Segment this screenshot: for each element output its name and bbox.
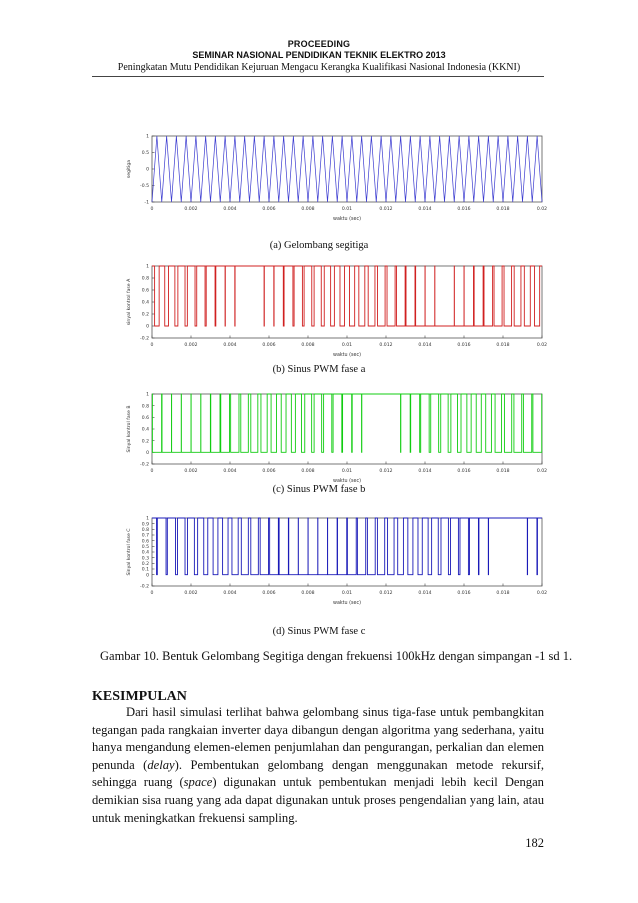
plot-spwm-phase-a [118,258,550,360]
x-tick-label: 0.008 [301,469,315,474]
x-tick-label: 0 [150,343,154,348]
y-tick-label: -0.2 [140,336,149,342]
x-tick-label: 0.004 [223,469,237,474]
y-tick-label: 0.7 [141,533,149,539]
header-rule [92,76,544,77]
x-tick-label: 0.014 [418,591,432,596]
x-tick-label: 0.008 [301,207,315,212]
y-tick-label: 0.1 [141,567,149,573]
y-axis-label: segitiga [127,159,132,179]
x-axis-label: waktu (sec) [333,479,361,484]
y-tick-label: 0.8 [141,276,149,282]
y-tick-label: -0.5 [140,184,149,190]
y-axis-label: sinyal kontrol fase A [127,278,132,326]
y-tick-label: 0.5 [141,151,149,157]
x-axis-label: waktu (sec) [333,601,361,606]
header-seminar-title: SEMINAR NASIONAL PENDIDIKAN TEKNIK ELEKTRO 2013 [192,50,446,60]
term-space: space [183,775,213,790]
y-tick-label: 0 [146,450,149,456]
y-tick-label: 0.5 [141,544,149,550]
x-tick-label: 0.018 [496,469,510,474]
y-tick-label: 0.6 [141,288,149,294]
x-axis-label: waktu (sec) [333,353,361,358]
y-tick-label: 0.8 [141,527,149,533]
x-tick-label: 0.006 [262,469,276,474]
y-tick-label: 0 [146,167,149,173]
y-tick-label: 1 [146,134,149,140]
x-tick-label: 0.002 [184,591,198,596]
y-tick-label: 0.2 [141,561,149,567]
y-tick-label: 0.6 [141,539,149,545]
x-tick-label: 0 [150,591,154,596]
subcaption-d: (d) Sinus PWM fase c [272,626,366,637]
x-tick-label: 0 [150,469,154,474]
x-tick-label: 0.01 [341,207,353,212]
x-tick-label: 0.016 [457,591,471,596]
x-tick-label: 0.012 [379,591,393,596]
x-tick-label: 0.006 [262,207,276,212]
x-tick-label: 0.01 [341,469,353,474]
x-tick-label: 0 [150,207,154,212]
x-tick-label: 0.02 [536,343,548,348]
x-tick-label: 0.002 [184,469,198,474]
section-title: KESIMPULAN [92,689,187,704]
subcaption-c: (c) Sinus PWM fase b [272,484,366,495]
y-tick-label: 0.9 [141,522,149,528]
y-tick-label: -1 [144,200,149,206]
y-tick-label: 0.2 [141,312,149,318]
x-tick-label: 0.018 [496,591,510,596]
x-tick-label: 0.006 [262,343,276,348]
figure-caption: Gambar 10. Bentuk Gelombang Segitiga dengan frekuensi 100kHz dengan simpangan -1 sd 1. [100,649,573,663]
x-tick-label: 0.004 [223,343,237,348]
x-tick-label: 0.012 [379,207,393,212]
y-tick-label: 0.4 [141,550,149,556]
y-axis-label: Sinyal kontrol fase C [127,528,132,576]
x-tick-label: 0.008 [301,343,315,348]
y-tick-label: 0.4 [141,300,149,306]
para-text-2: ). Pembentukan gelombang dengan menggunakan metode rekursif, sehingga ruang ( [92,757,544,790]
page-number: 182 [525,836,544,850]
x-axis-label: waktu (sec) [333,217,361,222]
x-tick-label: 0.014 [418,207,432,212]
x-tick-label: 0.016 [457,207,471,212]
y-tick-label: 0.8 [141,404,149,410]
x-tick-label: 0.004 [223,591,237,596]
y-tick-label: 0.3 [141,556,149,562]
x-tick-label: 0.006 [262,591,276,596]
x-tick-label: 0.002 [184,343,198,348]
x-tick-label: 0.02 [536,207,548,212]
x-tick-label: 0.008 [301,591,315,596]
y-tick-label: 1 [146,516,149,522]
plot-spwm-phase-c [118,510,550,608]
y-tick-label: -0.2 [140,584,149,590]
y-tick-label: -0.2 [140,462,149,468]
x-tick-label: 0.018 [496,207,510,212]
subcaption-b: (b) Sinus PWM fase a [272,364,366,375]
x-tick-label: 0.02 [536,591,548,596]
subcaption-a: (a) Gelombang segitiga [269,240,369,251]
y-axis-label: Sinyal kontrol fase B [127,405,132,453]
x-tick-label: 0.002 [184,207,198,212]
para-text-3: ) digunakan untuk pembentukan menjadi lebih kecil Dengan demikian sisa ruang yang ada dapat digunakan untuk proses pengendalian yang lain, atau untuk meningkatkan frekuensi sampling. [92,775,544,825]
y-tick-label: 0.4 [141,427,149,433]
plot-spwm-phase-b [118,386,550,486]
x-tick-label: 0.014 [418,469,432,474]
y-tick-label: 1 [146,264,149,270]
x-tick-label: 0.016 [457,469,471,474]
plot-triangle-wave [118,128,550,224]
header-subtitle: Peningkatan Mutu Pendidikan Kejuruan Mengacu Kerangka Kualifikasi Nasional Indonesia (KKNI) [117,62,521,73]
y-tick-label: 0.2 [141,439,149,445]
y-tick-label: 0 [146,573,149,579]
x-tick-label: 0.018 [496,343,510,348]
y-tick-label: 1 [146,392,149,398]
plot-frame [152,136,542,202]
para-text-1: Dari hasil simulasi terlihat bahwa gelombang sinus tiga-fase untuk pembangkitan tegangan pada rangkaian inverter daya dibangun dengan algoritma yang sederhana, yaitu hanya mengandung elemen-elemen penjumlahan dan pengurangan, perkalian dan elemen penunda ( [92,705,544,772]
x-tick-label: 0.016 [457,343,471,348]
x-tick-label: 0.01 [341,591,353,596]
x-tick-label: 0.014 [418,343,432,348]
term-delay: delay [147,757,175,772]
x-tick-label: 0.02 [536,469,548,474]
x-tick-label: 0.012 [379,469,393,474]
conclusion-paragraph [92,704,544,827]
x-tick-label: 0.012 [379,343,393,348]
x-tick-label: 0.004 [223,207,237,212]
y-tick-label: 0.6 [141,415,149,421]
x-tick-label: 0.01 [341,343,353,348]
header-proceeding: PROCEEDING [287,39,351,49]
y-tick-label: 0 [146,324,149,330]
